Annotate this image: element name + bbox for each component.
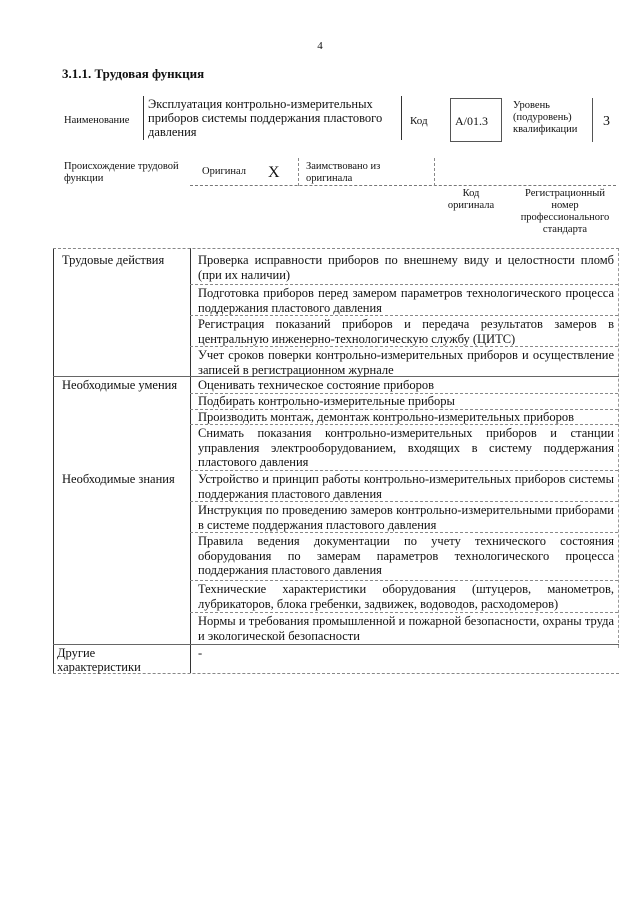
list-item: Правила ведения документации по учету технического состояния оборудования по замерам параметров технологического процесса поддержания пластового давления [198, 534, 614, 577]
code-label: Код [410, 115, 428, 127]
origin-divider-2 [434, 158, 435, 186]
page-number: 4 [317, 40, 323, 52]
code-original-label: Код оригинала [447, 188, 495, 211]
function-name: Эксплуатация контрольно-измерительных приборов системы поддержания пластового давления [148, 97, 383, 139]
table-right-border [618, 248, 619, 648]
reg-number-label: Регистрационный номер профессионального стандарта [520, 188, 610, 235]
item-sep [190, 470, 618, 471]
original-label: Оригинал [202, 166, 246, 177]
item-sep [190, 315, 618, 316]
row-label-knowledge: Необходимые знания [62, 472, 175, 486]
section-title: 3.1.1. Трудовая функция [62, 66, 205, 81]
origin-label: Происхождение трудовой функции [64, 161, 179, 184]
row-label-skills: Необходимые умения [62, 378, 178, 392]
list-item: Регистрация показаний приборов и передача результатов замеров в центральную инженерно-технологическую службу (ЦИТС) [198, 317, 614, 346]
code-value: А/01.3 [455, 114, 488, 128]
table-top-border [53, 248, 619, 249]
list-item: Учет сроков поверки контрольно-измерительных приборов и осуществление записей в регистрационном журнале [198, 348, 614, 377]
item-sep [190, 532, 618, 533]
item-sep [190, 612, 618, 613]
list-item: Нормы и требования промышленной и пожарной безопасности, охраны труда и экологической безопасности [198, 614, 614, 643]
row-label-labor-actions: Трудовые действия [62, 253, 165, 267]
borrowed-label: Заимствовано из оригинала [306, 161, 381, 184]
list-item: Устройство и принцип работы контрольно-измерительных приборов системы поддержания пластового давления [198, 472, 614, 501]
origin-row-line [190, 185, 616, 186]
list-item: Подготовка приборов перед замером параметров технологического процесса поддержания пластового давления [198, 286, 614, 315]
level-label: Уровень (подуровень) квалификации [513, 100, 578, 135]
list-item: Инструкция по проведению замеров контрольно-измерительными приборами в системе поддержания пластового давления [198, 503, 614, 532]
item-sep [190, 580, 618, 581]
list-item: Производить монтаж, демонтаж контрольно-измерительных приборов [198, 410, 575, 424]
table-column-divider [190, 248, 191, 673]
row-separator-3 [53, 644, 619, 645]
item-sep [190, 501, 618, 502]
origin-divider [298, 158, 299, 186]
list-item: Снимать показания контрольно-измерительных приборов и станции управления электрооборудованием, входящих в систему поддержания пластового давления [198, 426, 614, 469]
list-item: - [198, 646, 203, 660]
table-left-border [53, 248, 54, 673]
item-sep [190, 346, 618, 347]
list-item: Подбирать контрольно-измерительные приборы [198, 394, 455, 408]
name-label: Наименование [64, 115, 130, 126]
item-sep [190, 284, 618, 285]
original-mark: X [268, 164, 280, 181]
level-value: 3 [603, 114, 610, 129]
list-item: Проверка исправности приборов по внешнему виду и целостности пломб (при их наличии) [198, 253, 614, 282]
list-item: Оценивать техническое состояние приборов [198, 378, 434, 392]
row-label-other: Другие характеристики [57, 646, 141, 674]
list-item: Технические характеристики оборудования (штуцеров, манометров, лубрикаторов, блока гребенки, задвижек, водоводов, расходомеров) [198, 582, 614, 611]
